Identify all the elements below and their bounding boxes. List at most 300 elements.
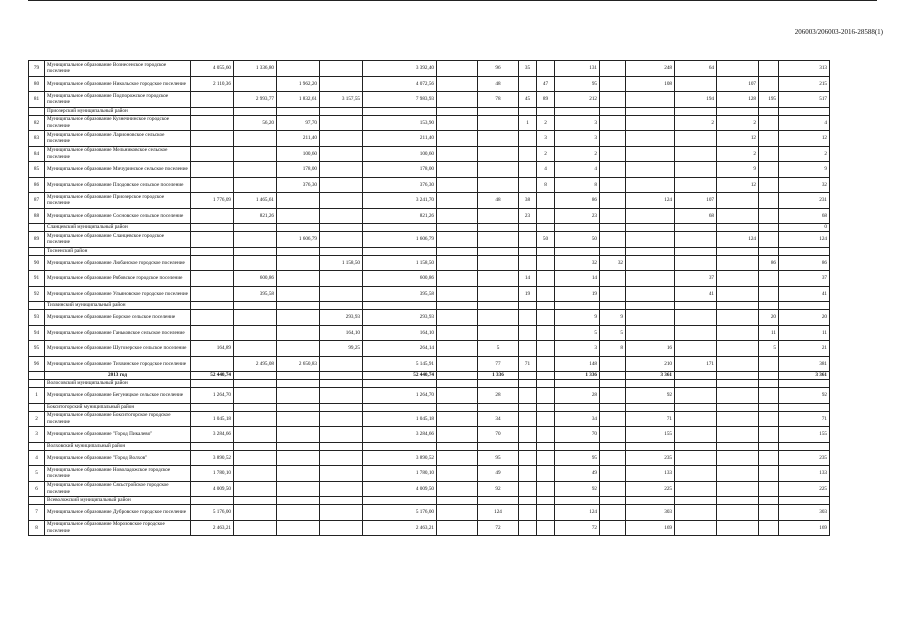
cell-value: 32: [600, 255, 626, 271]
municipality-row: [29, 341, 830, 357]
cell-value: 1 780,10: [191, 466, 234, 482]
cell-value: [234, 255, 277, 271]
cell-empty: [675, 403, 717, 411]
municipality-name: Муниципальное образование Бегуницкое сельское поселение: [45, 388, 191, 404]
municipality-name: Муниципальное образование Приозерское городское поселение: [45, 193, 191, 209]
cell-empty: [437, 442, 478, 450]
cell-value: [600, 92, 626, 108]
cell-value: 100,60: [363, 146, 437, 162]
cell-empty: [779, 247, 830, 255]
cell-value: 78: [478, 92, 519, 108]
cell-empty: [29, 107, 45, 115]
cell-value: [519, 146, 537, 162]
cell-value: 124: [555, 505, 600, 521]
cell-value: [234, 76, 277, 92]
cell-empty: [478, 302, 519, 310]
cell-value: [759, 411, 779, 427]
row-number: 88: [29, 208, 45, 224]
cell-value: 1 832,61: [277, 92, 320, 108]
row-number: 79: [29, 61, 45, 77]
municipality-row: [29, 208, 830, 224]
district-row: [29, 497, 830, 505]
cell-empty: [519, 224, 537, 232]
cell-value: [717, 310, 759, 326]
cell-value: 41: [675, 286, 717, 302]
row-number: 3: [29, 427, 45, 443]
cell-empty: [537, 302, 555, 310]
cell-value: [437, 388, 478, 404]
cell-value: [277, 61, 320, 77]
cell-empty: [717, 442, 759, 450]
cell-value: [277, 411, 320, 427]
cell-value: 128: [717, 92, 759, 108]
cell-value: [277, 466, 320, 482]
cell-value: 225: [779, 481, 830, 497]
cell-value: [717, 450, 759, 466]
cell-empty: [779, 107, 830, 115]
cell-empty: [363, 107, 437, 115]
cell-empty: [717, 247, 759, 255]
cell-value: [437, 286, 478, 302]
cell-value: [759, 208, 779, 224]
cell-empty: [555, 224, 600, 232]
cell-empty: [320, 224, 363, 232]
cell-value: [537, 372, 555, 380]
cell-value: 1 264,70: [363, 388, 437, 404]
cell-value: 99,25: [320, 341, 363, 357]
cell-empty: [537, 224, 555, 232]
row-number: 2: [29, 411, 45, 427]
cell-value: [437, 162, 478, 178]
cell-value: 3 284,66: [191, 427, 234, 443]
municipality-row: [29, 61, 830, 77]
cell-empty: [555, 302, 600, 310]
cell-value: [437, 481, 478, 497]
cell-empty: [600, 224, 626, 232]
cell-value: 169: [779, 520, 830, 536]
cell-value: [675, 325, 717, 341]
cell-value: [537, 208, 555, 224]
cell-value: 28: [478, 388, 519, 404]
cell-value: 1 158,50: [363, 255, 437, 271]
municipality-name: Муниципальное образование Ульяновское городское поселение: [45, 286, 191, 302]
cell-empty: [234, 224, 277, 232]
cell-value: 32: [779, 177, 830, 193]
cell-value: 4: [779, 115, 830, 131]
cell-empty: [600, 380, 626, 388]
cell-value: 124: [779, 232, 830, 248]
district-name: Сланцевский муниципальный район: [45, 224, 191, 232]
cell-empty: [519, 380, 537, 388]
year-total-row: [29, 372, 830, 380]
cell-value: [277, 481, 320, 497]
cell-value: 2 993,77: [234, 92, 277, 108]
cell-value: [277, 341, 320, 357]
cell-value: 2: [779, 146, 830, 162]
cell-value: [675, 411, 717, 427]
cell-value: 5: [600, 325, 626, 341]
row-number: 96: [29, 356, 45, 372]
cell-value: 264,14: [363, 341, 437, 357]
cell-value: [320, 232, 363, 248]
cell-value: 3 361: [779, 372, 830, 380]
district-row: [29, 302, 830, 310]
cell-value: 1 336: [478, 372, 519, 380]
cell-value: [675, 505, 717, 521]
cell-empty: [779, 497, 830, 505]
cell-value: [277, 310, 320, 326]
cell-value: 231: [779, 193, 830, 209]
cell-empty: [600, 247, 626, 255]
cell-value: [626, 286, 675, 302]
cell-value: [675, 76, 717, 92]
cell-value: [626, 92, 675, 108]
cell-value: 600,86: [363, 271, 437, 287]
cell-value: [717, 61, 759, 77]
cell-value: 4 072,56: [363, 76, 437, 92]
cell-value: 248: [626, 61, 675, 77]
cell-value: 303: [779, 505, 830, 521]
cell-empty: [191, 107, 234, 115]
district-row: [29, 107, 830, 115]
cell-value: 164,10: [320, 325, 363, 341]
cell-empty: [437, 497, 478, 505]
municipality-row: [29, 76, 830, 92]
cell-value: [717, 372, 759, 380]
cell-value: 52 440,74: [191, 372, 234, 380]
cell-value: 49: [555, 466, 600, 482]
cell-empty: [234, 403, 277, 411]
cell-value: 1 336,80: [234, 61, 277, 77]
cell-empty: [363, 247, 437, 255]
cell-empty: [191, 497, 234, 505]
cell-value: 12: [779, 131, 830, 147]
cell-value: 4 009,50: [363, 481, 437, 497]
cell-value: [320, 177, 363, 193]
cell-value: [600, 372, 626, 380]
cell-value: [759, 146, 779, 162]
cell-value: 7 983,93: [363, 92, 437, 108]
cell-value: [191, 255, 234, 271]
cell-value: [320, 271, 363, 287]
cell-value: [600, 286, 626, 302]
municipality-name: Муниципальное образование Борское сельское поселение: [45, 310, 191, 326]
cell-empty: [626, 107, 675, 115]
municipality-row: [29, 427, 830, 443]
cell-empty: [675, 224, 717, 232]
municipality-row: [29, 92, 830, 108]
cell-value: [234, 427, 277, 443]
cell-value: 235: [779, 450, 830, 466]
municipality-name: Муниципальное образование "Город Волхов": [45, 450, 191, 466]
cell-value: [320, 372, 363, 380]
cell-value: 3: [537, 131, 555, 147]
district-name: Бокситогорский муниципальный район: [45, 403, 191, 411]
cell-empty: [191, 247, 234, 255]
cell-empty: [675, 247, 717, 255]
cell-value: 70: [555, 427, 600, 443]
cell-empty: [600, 107, 626, 115]
cell-empty: [478, 247, 519, 255]
cell-value: [759, 427, 779, 443]
cell-empty: [234, 302, 277, 310]
row-number: 94: [29, 325, 45, 341]
cell-value: 4 055,60: [191, 61, 234, 77]
cell-value: [234, 310, 277, 326]
cell-value: [759, 193, 779, 209]
cell-value: [626, 255, 675, 271]
row-number: 89: [29, 232, 45, 248]
cell-value: [320, 286, 363, 302]
cell-empty: [191, 302, 234, 310]
cell-value: [519, 76, 537, 92]
cell-value: 1 606,79: [363, 232, 437, 248]
cell-value: [626, 271, 675, 287]
row-number: 92: [29, 286, 45, 302]
cell-empty: [779, 302, 830, 310]
cell-value: 3 284,66: [363, 427, 437, 443]
cell-value: 9: [555, 310, 600, 326]
cell-value: [600, 427, 626, 443]
municipality-row: [29, 162, 830, 178]
cell-empty: [779, 442, 830, 450]
cell-value: [320, 115, 363, 131]
cell-value: [675, 388, 717, 404]
cell-empty: [600, 302, 626, 310]
municipality-row: [29, 388, 830, 404]
row-number: 87: [29, 193, 45, 209]
cell-empty: [717, 302, 759, 310]
cell-empty: [478, 442, 519, 450]
cell-empty: [626, 247, 675, 255]
page-top-border: [28, 0, 877, 1]
municipality-row: [29, 520, 830, 536]
cell-value: [537, 255, 555, 271]
cell-value: 1 465,61: [234, 193, 277, 209]
cell-value: [626, 131, 675, 147]
cell-value: [191, 162, 234, 178]
municipality-name: Муниципальное образование Сясьстройское городское поселение: [45, 481, 191, 497]
cell-value: [234, 146, 277, 162]
cell-value: [478, 208, 519, 224]
cell-value: [234, 481, 277, 497]
cell-value: [234, 177, 277, 193]
row-number: 86: [29, 177, 45, 193]
cell-value: 5: [759, 341, 779, 357]
cell-value: 28: [555, 388, 600, 404]
cell-value: [234, 505, 277, 521]
row-number: 90: [29, 255, 45, 271]
cell-value: [437, 255, 478, 271]
municipality-name: Муниципальное образование Морозовское городское поселение: [45, 520, 191, 536]
cell-value: [537, 61, 555, 77]
cell-value: [600, 450, 626, 466]
cell-value: 50: [537, 232, 555, 248]
cell-value: [320, 356, 363, 372]
cell-value: [537, 325, 555, 341]
cell-value: [675, 520, 717, 536]
cell-value: 2 650,83: [277, 356, 320, 372]
cell-value: [675, 255, 717, 271]
cell-value: [717, 466, 759, 482]
municipality-row: [29, 193, 830, 209]
cell-value: 195: [759, 92, 779, 108]
cell-value: 14: [519, 271, 537, 287]
cell-value: [191, 146, 234, 162]
cell-value: 1 045,18: [363, 411, 437, 427]
municipality-row: [29, 325, 830, 341]
cell-value: [277, 286, 320, 302]
cell-value: [320, 411, 363, 427]
cell-value: [320, 146, 363, 162]
cell-value: [277, 388, 320, 404]
municipality-name: Муниципальное образование Подпорожское городское поселение: [45, 92, 191, 108]
row-number: 85: [29, 162, 45, 178]
cell-value: 34: [555, 411, 600, 427]
cell-empty: [437, 302, 478, 310]
cell-value: 2: [537, 146, 555, 162]
cell-value: [717, 286, 759, 302]
cell-value: [717, 411, 759, 427]
cell-value: 395,58: [234, 286, 277, 302]
cell-value: 12: [717, 131, 759, 147]
cell-value: 71: [519, 356, 537, 372]
cell-value: [537, 520, 555, 536]
cell-empty: [363, 442, 437, 450]
municipality-row: [29, 146, 830, 162]
municipality-row: [29, 481, 830, 497]
cell-value: [626, 325, 675, 341]
cell-value: 92: [626, 388, 675, 404]
cell-value: 107: [717, 76, 759, 92]
row-number: 7: [29, 505, 45, 521]
cell-value: [191, 208, 234, 224]
cell-value: 77: [478, 356, 519, 372]
municipality-name: 2013 год: [45, 372, 191, 380]
cell-value: [600, 505, 626, 521]
cell-value: 1 336: [555, 372, 600, 380]
cell-value: [600, 356, 626, 372]
cell-value: 600,86: [234, 271, 277, 287]
cell-empty: [626, 403, 675, 411]
row-number: 1: [29, 388, 45, 404]
cell-value: 148: [555, 356, 600, 372]
cell-value: [191, 92, 234, 108]
cell-value: [600, 193, 626, 209]
data-table: [28, 60, 830, 536]
cell-value: 293,93: [363, 310, 437, 326]
row-number: 6: [29, 481, 45, 497]
cell-value: [717, 388, 759, 404]
cell-value: [519, 341, 537, 357]
cell-value: [234, 325, 277, 341]
cell-value: 71: [626, 411, 675, 427]
cell-value: 2: [537, 115, 555, 131]
cell-empty: [717, 497, 759, 505]
cell-value: [537, 505, 555, 521]
cell-value: 49: [478, 466, 519, 482]
cell-total: 0: [779, 224, 830, 232]
row-number: 83: [29, 131, 45, 147]
cell-empty: [555, 403, 600, 411]
cell-value: [519, 427, 537, 443]
municipality-row: [29, 505, 830, 521]
cell-value: 97,70: [277, 115, 320, 131]
cell-value: 20: [779, 310, 830, 326]
cell-value: [437, 372, 478, 380]
cell-value: [759, 115, 779, 131]
cell-value: [519, 325, 537, 341]
cell-value: [519, 388, 537, 404]
cell-value: [759, 76, 779, 92]
cell-empty: [717, 403, 759, 411]
cell-value: [675, 146, 717, 162]
cell-value: 3 157,55: [320, 92, 363, 108]
cell-value: [234, 466, 277, 482]
cell-value: [437, 208, 478, 224]
cell-value: 95: [555, 450, 600, 466]
cell-value: 133: [779, 466, 830, 482]
district-name: Тосненский район: [45, 247, 191, 255]
cell-value: [234, 388, 277, 404]
cell-value: [519, 232, 537, 248]
cell-value: 1: [519, 115, 537, 131]
cell-value: [519, 411, 537, 427]
cell-value: [320, 76, 363, 92]
row-number: 81: [29, 92, 45, 108]
row-number: 80: [29, 76, 45, 92]
cell-value: 12: [717, 177, 759, 193]
cell-value: 92: [779, 388, 830, 404]
cell-empty: [626, 224, 675, 232]
cell-value: [320, 481, 363, 497]
cell-value: [191, 177, 234, 193]
municipality-name: Муниципальное образование Плодовское сельское поселение: [45, 177, 191, 193]
cell-value: [320, 450, 363, 466]
cell-empty: [759, 442, 779, 450]
cell-value: [626, 177, 675, 193]
cell-empty: [363, 403, 437, 411]
cell-value: 2: [717, 146, 759, 162]
cell-value: [437, 325, 478, 341]
cell-value: 1 264,70: [191, 388, 234, 404]
cell-empty: [626, 380, 675, 388]
municipality-row: [29, 310, 830, 326]
cell-value: [600, 232, 626, 248]
municipality-name: Муниципальное образование Кузнечнинское городское поселение: [45, 115, 191, 131]
cell-value: [519, 177, 537, 193]
municipality-name: Муниципальное образование Бокситогорское городское поселение: [45, 411, 191, 427]
cell-value: 48: [478, 76, 519, 92]
cell-empty: [191, 224, 234, 232]
cell-empty: [537, 497, 555, 505]
cell-value: [717, 341, 759, 357]
cell-empty: [675, 497, 717, 505]
municipality-name: Муниципальное образование Мичуринское сельское поселение: [45, 162, 191, 178]
cell-value: 210: [626, 356, 675, 372]
cell-empty: [555, 380, 600, 388]
cell-value: [320, 208, 363, 224]
cell-value: 86: [779, 255, 830, 271]
cell-empty: [277, 497, 320, 505]
cell-empty: [191, 380, 234, 388]
cell-value: 2: [717, 115, 759, 131]
cell-empty: [234, 442, 277, 450]
cell-value: 225: [626, 481, 675, 497]
cell-value: [437, 92, 478, 108]
cell-value: 11: [779, 325, 830, 341]
cell-value: 155: [626, 427, 675, 443]
